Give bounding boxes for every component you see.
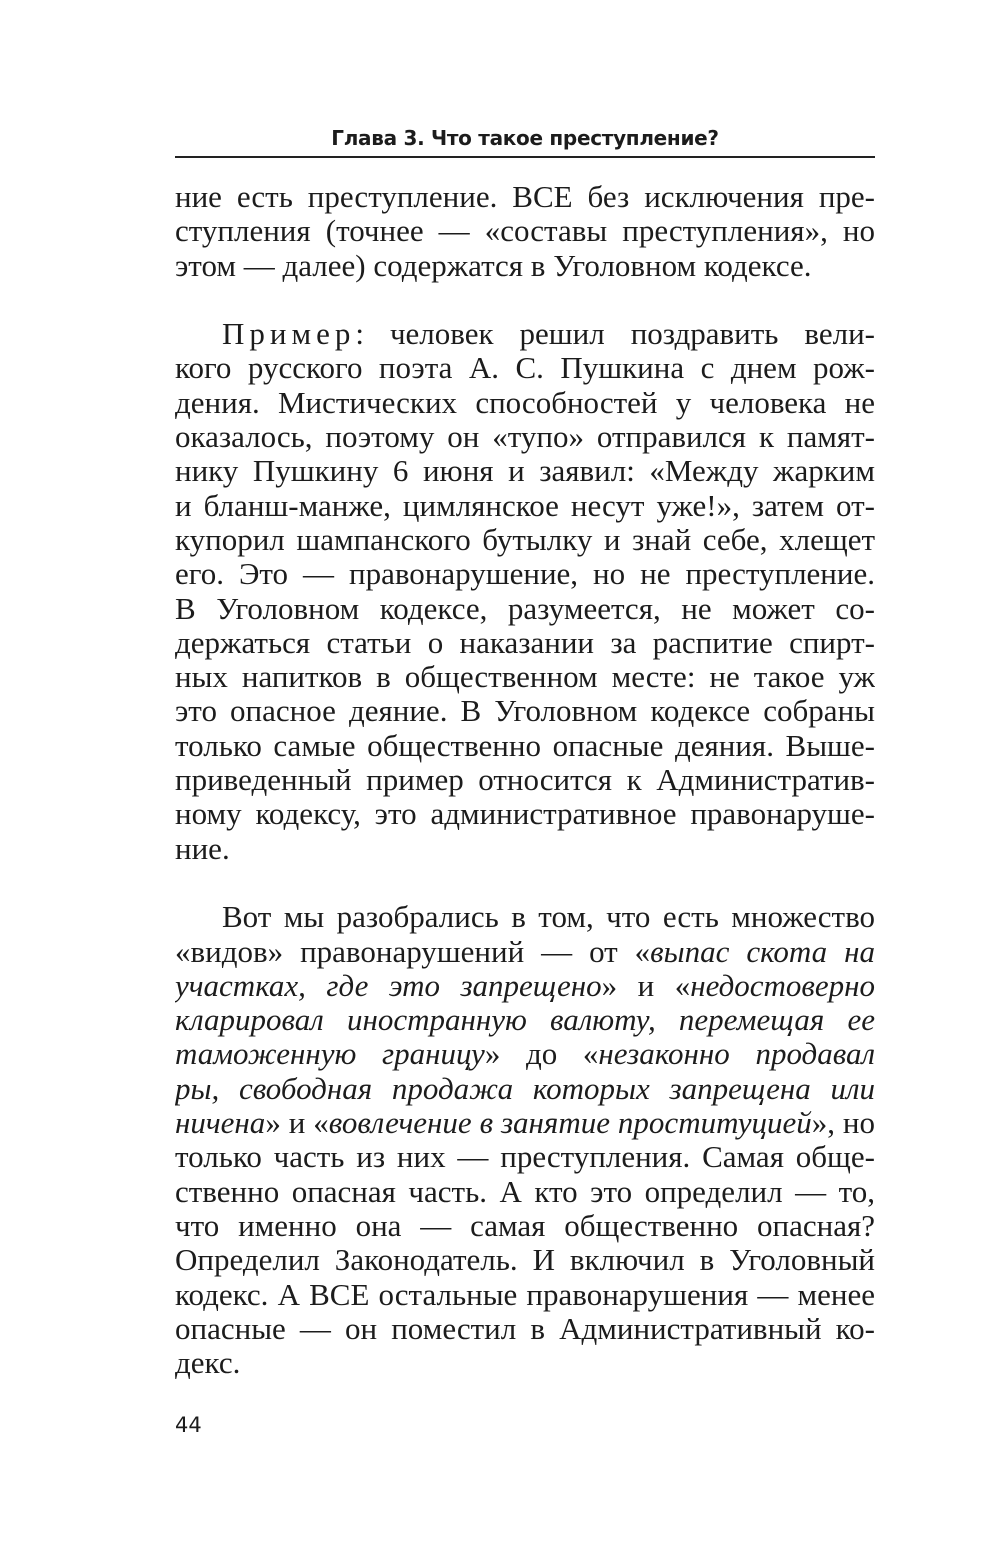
paragraph-gap xyxy=(175,866,875,900)
page-number: 44 xyxy=(175,1413,202,1437)
text-line xyxy=(175,1037,875,1071)
text-line: купорил шампанского бутылку и знай себе, хлещет xyxy=(175,522,875,557)
text-line: ступления (точнее — «составы преступления», но xyxy=(175,214,875,249)
text-line: его. Это — правонарушение, но не преступление. xyxy=(175,557,875,592)
italic-span: участках, где это запрещено xyxy=(175,968,602,1003)
paragraph-2 xyxy=(175,317,875,866)
text-line: нику Пушкину 6 июня и заявил: «Между жарким xyxy=(175,454,875,489)
text-span: » и « xyxy=(265,1106,329,1141)
paragraph-gap xyxy=(175,283,875,317)
text-line: кодекс. А ВСЕ остальные правонарушения — менее xyxy=(175,1277,875,1312)
text-line: ных напитков в общественном месте: не такое уж xyxy=(175,660,875,695)
text-line: ние есть преступление. ВСЕ без исключения пре- xyxy=(175,180,875,214)
text-line: ному кодексу, это административное правонаруше- xyxy=(175,797,875,832)
italic-span: незаконно продавал xyxy=(598,1037,875,1072)
text-line: и бланш-манже, цимлянское несут уже!», затем от- xyxy=(175,488,875,523)
text-line: ние. xyxy=(175,830,230,866)
text-line: ры, свободная продажа которых запрещена или xyxy=(175,1071,875,1106)
text-line: ственно опасная часть. А кто это определил — то, xyxy=(175,1174,875,1209)
text-line xyxy=(175,969,875,1003)
chapter-header: Глава 3. Что такое преступление? xyxy=(331,126,719,150)
text-line: держаться статьи о наказании за распитие спирт- xyxy=(175,625,875,660)
italic-span: вовлечение в занятие проституцией xyxy=(328,1106,812,1141)
text-line xyxy=(175,935,875,969)
header-rule xyxy=(175,156,875,158)
text-line: дения. Мистических способностей у человека не xyxy=(175,385,875,420)
text-line xyxy=(175,317,875,351)
text-span: : человек решил поздравить вели- xyxy=(355,317,875,352)
paragraph-3 xyxy=(175,900,875,1380)
italic-span: ничена xyxy=(175,1106,266,1141)
text-line: кларировал иностранную валюту, перемещая ее xyxy=(175,1003,875,1038)
example-lead: Пример xyxy=(222,317,356,352)
text-line: оказалось, поэтому он «тупо» отправился к памят- xyxy=(175,420,875,455)
text-line: только самые общественно опасные деяния. Выше- xyxy=(175,728,875,763)
text-line: приведенный пример относится к Административ- xyxy=(175,763,875,798)
text-line: это опасное деяние. В Уголовном кодексе собраны xyxy=(175,694,875,729)
text-line: что именно она — самая общественно опасная? xyxy=(175,1208,875,1243)
text-line: декс. xyxy=(175,1345,241,1381)
text-line: только часть из них — преступления. Самая обще- xyxy=(175,1140,875,1175)
paragraph-1 xyxy=(175,180,875,283)
text-line: Вот мы разобрались в том, что есть множество xyxy=(222,900,875,935)
text-line: опасные — он поместил в Административный ко- xyxy=(175,1311,875,1346)
text-line: этом — далее) содержатся в Уголовном кодексе. xyxy=(175,247,812,283)
text-line xyxy=(175,1106,875,1140)
text-span: » до « xyxy=(484,1037,599,1072)
text-line: Определил Законодатель. И включил в Уголовный xyxy=(175,1243,875,1278)
italic-span: таможенную границу xyxy=(175,1037,485,1072)
page-body xyxy=(175,180,875,1380)
text-span: », но xyxy=(811,1106,875,1141)
text-span: «видов» правонарушений — от « xyxy=(175,934,651,969)
text-span: » и « xyxy=(601,968,691,1003)
italic-span: недостоверно xyxy=(690,968,875,1003)
text-line: В Уголовном кодексе, разумеется, не может со- xyxy=(175,591,875,626)
italic-span: выпас скота на xyxy=(650,934,875,969)
text-line: кого русского поэта А. С. Пушкина с днем рож- xyxy=(175,351,875,386)
